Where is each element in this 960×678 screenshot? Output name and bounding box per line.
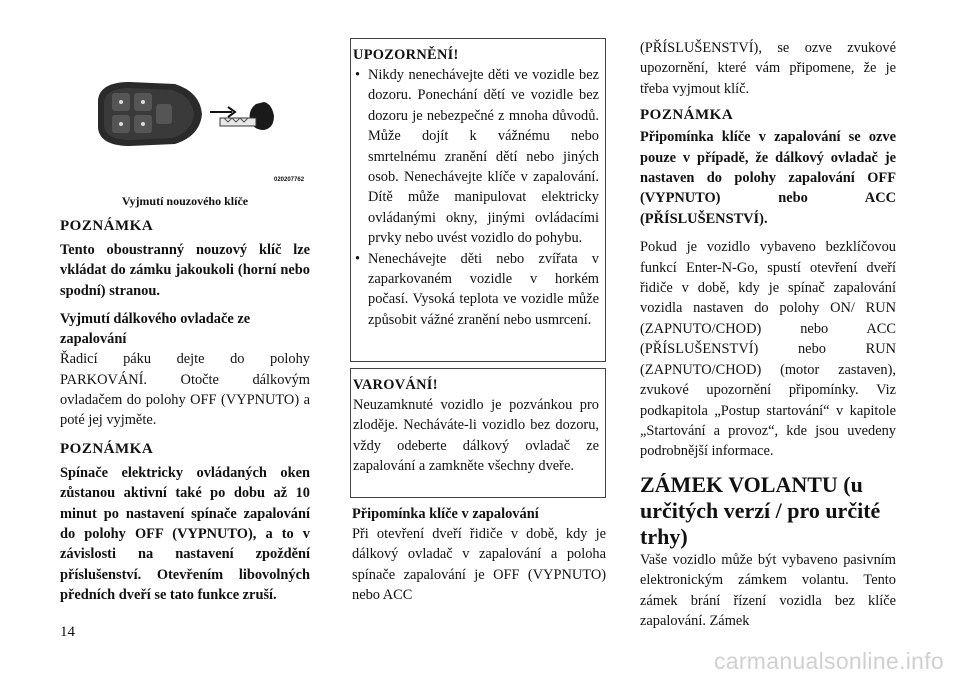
watermark: carmanualsonline.info [713, 648, 944, 674]
note1-text: Tento oboustranný nouzový klíč lze vkládat do zámku jakoukoli (horní nebo spodní) stranou. [60, 242, 310, 299]
note3-heading: POZNÁMKA [640, 107, 734, 124]
continued-text: (PŘÍSLUŠENSTVÍ), se ozve zvukové upozornění, které vám připomene, že je třeba vyjmout klíč. [640, 40, 896, 97]
enter-n-go-text: Pokud je vozidlo vybaveno bezklíčovou funkcí Enter-N-Go, spustí otevření dveří řidiče v době, kdy je spínač zapalování vozidla nastaven do polohy ON/ RUN (ZAPNUTO/CHOD) nebo ACC (PŘÍSLUŠENSTVÍ) nebo RUN (ZAPNUTO/CHOD) (motor zastaven), zvukové upozornění připomínky. Viz podkapitola „Postup startování“ v kapitole „Startování a provoz“, kde jsou uvedeny podrobnější informace. [640, 239, 896, 460]
warning-box [350, 368, 606, 498]
page-number: 14 [60, 624, 75, 640]
reminder-section [352, 504, 606, 606]
key-figure [60, 38, 310, 214]
caution-item: • Nenechávejte děti nebo zvířata v zaparkovaném vozidle v horkém počasí. Vysoká teplota ve vozidle může způsobit vážné zranění nebo usmrcení. [353, 249, 599, 331]
right-column [640, 38, 896, 631]
note2-heading: POZNÁMKA [60, 440, 154, 457]
caution-list [353, 65, 599, 330]
section-heading: Vyjmutí dálkového ovladače ze zapalování [60, 311, 251, 348]
figure-code: 020207762 [274, 177, 305, 183]
reminder-heading: Připomínka klíče v zapalování [352, 506, 539, 522]
warning-heading: VAROVÁNÍ! [353, 377, 438, 393]
reminder-text: Při otevření dveří řidiče v době, kdy je dálkový ovladač v zapalování a poloha spínače zapalování je OFF (VYPNUTO) nebo ACC [352, 526, 606, 604]
key-fob-illustration [60, 38, 310, 188]
section-text: Řadicí páku dejte do polohy PARKOVÁNÍ. Otočte dálkovým ovladačem do polohy OFF (VYPNUTO) a poté jej vyjměte. [60, 351, 310, 429]
steering-lock-text: Vaše vozidlo může být vybaveno pasivním elektronickým zámkem volantu. Tento zámek brání řízení vozidla bez klíče zapalování. Zámek [640, 551, 896, 629]
note3-text: Připomínka klíče v zapalování se ozve pouze v případě, že dálkový ovladač je nastaven do polohy zapalování OFF (VYPNUTO) nebo ACC (PŘÍSLUŠENSTVÍ). [640, 129, 896, 227]
steering-lock-title: ZÁMEK VOLANTU (u určitých verzí / pro určité trhy) [640, 471, 881, 549]
caution-item: • Nikdy nenechávejte děti ve vozidle bez dozoru. Ponechání dětí ve vozidle bez dozoru je nebezpečné z mnoha důvodů. Může dojít k vážnému nebo smrtelnému zranění dětí nebo jiných osob. Nenechávejte klíče v zapalování. Dítě může manipulovat elektricky ovládanými okny, jinými ovládacími prvky nebo uvést vozidlo do pohybu. [353, 65, 599, 249]
left-column [60, 216, 310, 606]
warning-text: Neuzamknuté vozidlo je pozvánkou pro zloděje. Necháváte-li vozidlo bez dozoru, vždy odeberte dálkový ovladač ze zapalování a zamkněte všechny dveře. [353, 397, 599, 475]
figure-caption: Vyjmutí nouzového klíče [121, 194, 249, 208]
note1-heading: POZNÁMKA [60, 218, 154, 234]
note2-text: Spínače elektricky ovládaných oken zůstanou aktivní také po dobu až 10 minut po nastavení spínače zapalování do polohy OFF (VYPNUTO), a to v závislosti na nastavení zpoždění příslušenství. Otevřením libovolných předních dveří se tato funkce zruší. [60, 464, 310, 604]
caution-box [350, 38, 606, 362]
caution-heading: UPOZORNĚNÍ! [353, 47, 459, 63]
